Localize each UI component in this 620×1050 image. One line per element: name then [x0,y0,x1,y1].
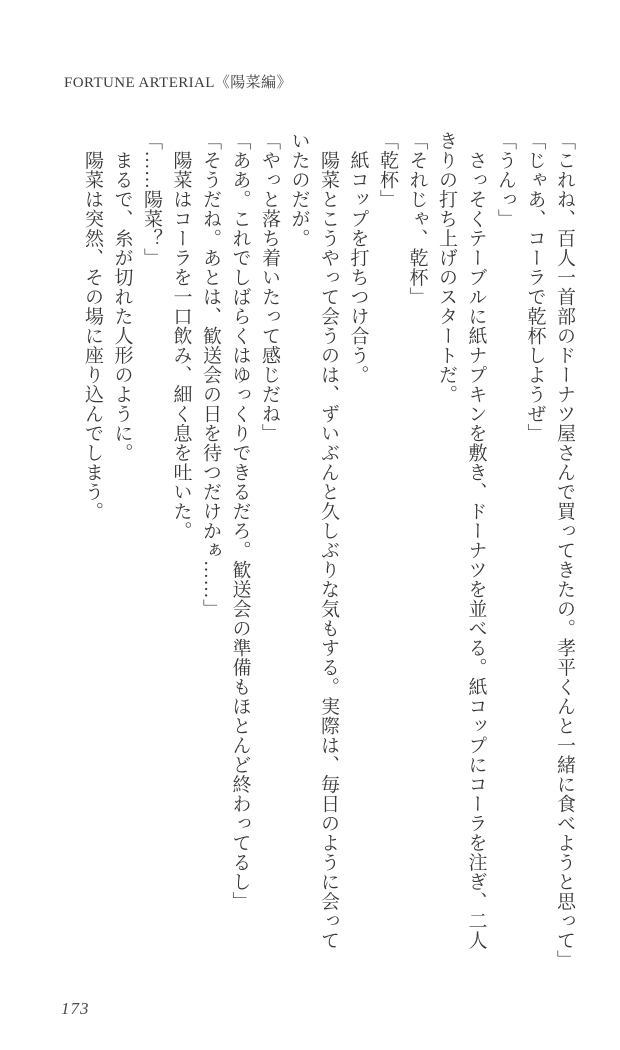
text-column: 「やっと落ち着いたって感じだね」 [259,131,280,443]
text-column: 陽菜はコーラを一口飲み、細く息を吐いた。 [170,131,192,541]
text-column: 陽菜とこうやって会うのは、ずいぶんと久しぶりな気もする。実際は、毎日のように会って [318,131,339,950]
text-column: 「ああ。これでしばらくはゆっくりできるだろ。歓送会の準備もほとんど終わってるし」 [229,131,251,911]
text-column: 「うんっ」 [495,131,516,229]
text-column: 「これね、百人一首部のドーナツ屋さんで買ってきたの。孝平くんと一緒に食べようと思って」 [554,131,575,970]
text-column: きりの打ち上げのスタートだ。 [436,131,457,404]
text-column: 「乾杯」 [377,131,398,209]
text-column: まるで、糸が切れた人形のように。 [111,131,133,463]
text-column: 「じゃあ、コーラで乾杯しようぜ」 [524,131,546,443]
text-column: 「そうだね。あとは、歓送会の日を待つだけかぁ……」 [200,131,221,619]
running-header: FORTUNE ARTERIAL《陽菜編》 [64,75,292,91]
text-column: 紙コップを打ちつけ合う。 [347,131,369,385]
text-column: 「それじゃ、乾杯」 [406,131,428,307]
body-text [73,131,575,970]
text-column: 陽菜は突然、その場に座り込んでしまう。 [82,131,103,521]
page-number: 173 [61,999,90,1018]
text-column: 「……陽菜？」 [141,131,162,268]
text-column: さっそくテーブルに紙ナプキンを敷き、ドーナツを並べる。紙コップにコーラを注ぎ、二人 [465,131,487,950]
text-column: いたのだが。 [288,131,310,248]
